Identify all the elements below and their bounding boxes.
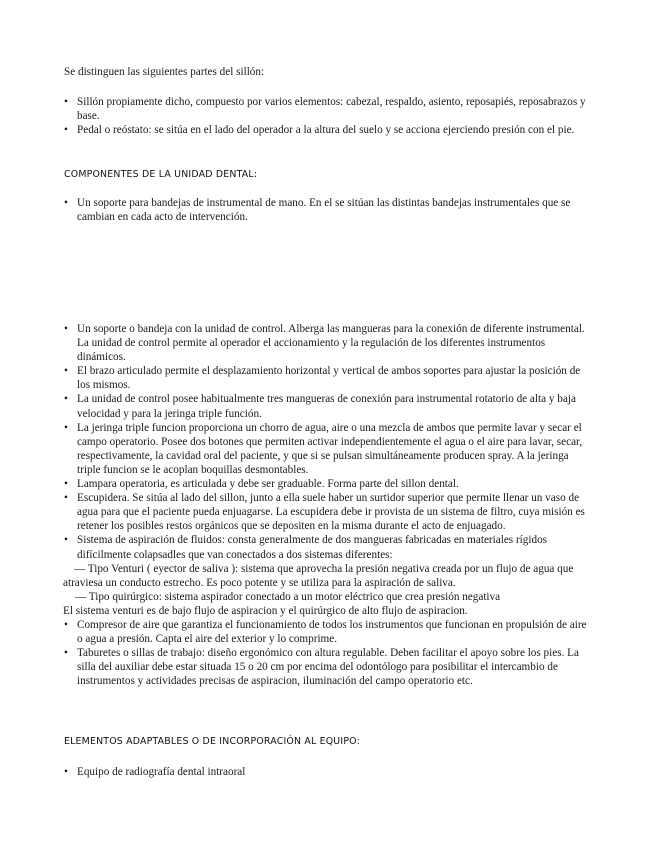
adaptable-elements-list xyxy=(64,765,594,779)
bullet: • xyxy=(64,478,68,491)
intro-paragraph: Se distinguen las siguientes partes del sillón: xyxy=(64,66,265,78)
list-item-text: Compresor de aire que garantiza el funcionamiento de todos los instrumentos que funcionan en propulsión de aire o agua a presión. Capta el aire del exterior y lo comprime. xyxy=(77,618,587,646)
bullet: • xyxy=(64,96,68,108)
sub-item-text: — Tipo quirúrgico: sistema aspirador conectado a un motor eléctrico que crea presión negativa xyxy=(75,590,501,603)
list-item xyxy=(64,491,594,533)
list-item xyxy=(64,392,594,420)
section-heading-components: COMPONENTES DE LA UNIDAD DENTAL: xyxy=(64,169,258,180)
list-item xyxy=(64,196,594,224)
list-item xyxy=(64,364,594,392)
list-item xyxy=(64,123,594,137)
sub-item-quirurgico xyxy=(64,590,594,604)
list-item xyxy=(64,618,594,646)
bullet: • xyxy=(64,323,68,335)
list-item xyxy=(64,322,594,364)
note-text: El sistema venturi es de bajo flujo de aspiracion y el quirúrgico de alto flujo de aspiracion. xyxy=(63,604,468,617)
list-item xyxy=(64,95,594,123)
list-item xyxy=(64,765,594,779)
bullet: • xyxy=(64,618,68,631)
list-item xyxy=(64,646,594,688)
list-item-text: La unidad de control posee habitualmente tres mangueras de conexión para instrumental rotatorio de alta y baja velocidad y para la jeringa triple función. xyxy=(77,393,576,420)
list-item-text: Un soporte o bandeja con la unidad de control. Alberga las mangueras para la conexión de diferente instrumental. La unidad de control permite al operador el accionamiento y la regulación de los diferentes instrumentos dinámicos. xyxy=(77,323,585,364)
list-item-text: Equipo de radiografía dental intraoral xyxy=(77,766,246,778)
list-item xyxy=(64,533,594,561)
list-item xyxy=(64,477,594,491)
list-item-text: La jeringa triple funcion proporciona un chorro de agua, aire o una mezcla de ambos que permite lavar y secar el campo operatorio. Posee dos botones que permiten activar independientemente el agua o el aire para lavar, secar, respectivamente, la cavidad oral del paciente, y que si se pulsan simultáneamente producen spray. A la jeringa triple funcion se le acoplan boquillas desmontables. xyxy=(77,421,583,476)
bullet: • xyxy=(64,197,68,209)
list-item-text: Un soporte para bandejas de instrumental de mano. En el se sitúan las distintas bandejas instrumentales que se cambian en cada acto de intervención. xyxy=(77,197,571,224)
list-item xyxy=(64,421,594,477)
bullet: • xyxy=(64,393,68,406)
list-item-text: Pedal o reóstato: se sitúa en el lado del operador a la altura del suelo y se acciona ejerciendo presión con el pie. xyxy=(77,124,575,137)
list-item-text: Taburetes o sillas de trabajo: diseño ergonómico con altura regulable. Deben facilitar el apoyo sobre los pies. La silla del auxiliar debe estar situada 15 o 20 cm por encima del odontólogo para posibilitar el intercambio de instrumentos y actividades precisas de aspiracion, iluminación del campo operatorio etc. xyxy=(77,647,579,688)
bullet: • xyxy=(64,365,68,378)
list-item-text: El brazo articulado permite el desplazamiento horizontal y vertical de ambos soportes para ajustar la posición de los mismos. xyxy=(77,365,581,392)
bullet: • xyxy=(64,492,68,505)
bullet: • xyxy=(64,534,68,547)
tray-support-list xyxy=(64,196,594,224)
list-item-text: Escupidera. Se sitúa al lado del sillon, junto a ella suele haber un surtidor superior que permite llenar un vaso de agua para que el paciente pueda enjuagarse. La escupidera debe ir provista de un sistema de filtro, cuya misión es retener los posibles restos orgánicos que se depositen en la misma durante el acto de enjuagado. xyxy=(77,492,585,533)
bullet: • xyxy=(64,124,68,137)
list-item-text: Sistema de aspiración de fluidos: consta generalmente de dos mangueras fabricadas en materiales rígidos difícilmente colapsadles que van conectados a dos sistemas diferentes: xyxy=(77,534,548,561)
chair-parts-list xyxy=(64,95,594,137)
bullet: • xyxy=(64,421,68,434)
venturi-note xyxy=(63,604,594,618)
bullet: • xyxy=(64,647,68,660)
list-item-text: Lampara operatoria, es articulada y debe ser graduable. Forma parte del sillon dental. xyxy=(77,478,459,491)
components-list xyxy=(64,322,594,688)
bullet: • xyxy=(64,766,68,778)
list-item-text: Sillón propiamente dicho, compuesto por varios elementos: cabezal, respaldo, asiento, reposapiés, reposabrazos y base. xyxy=(77,96,586,123)
sub-item-text: — Tipo Venturi ( eyector de saliva ): sistema que aprovecha la presión negativa creada por un flujo de agua que atraviesa un conducto estrecho. Es poco potente y se utiliza para la aspiración de saliva. xyxy=(63,562,574,589)
sub-item-venturi xyxy=(63,562,594,590)
section-heading-adaptable-elements: ELEMENTOS ADAPTABLES O DE INCORPORACIÓN AL EQUIPO: xyxy=(64,736,360,747)
